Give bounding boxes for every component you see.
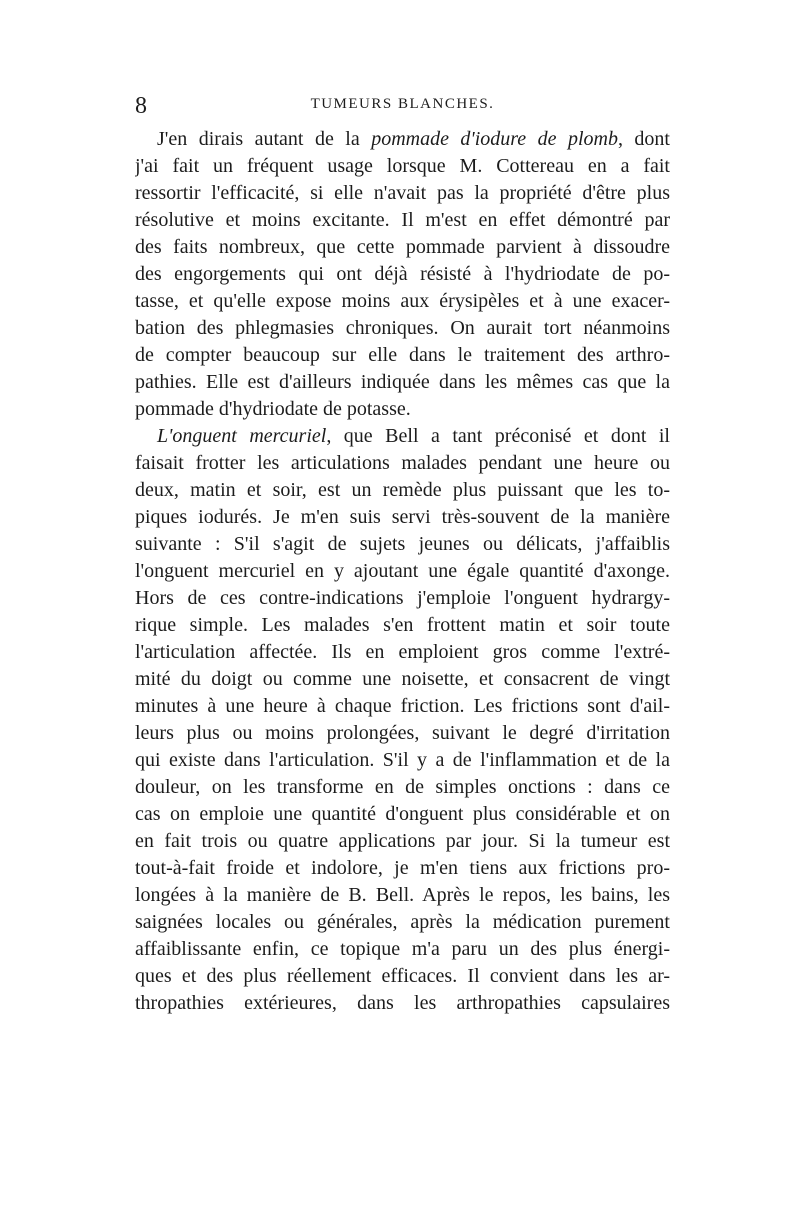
text-run: ques et des plus réellement efficaces. Il convient dans les ar-: [135, 965, 670, 987]
text-run: bation des phlegmasies chroniques. On aurait tort néanmoins: [135, 317, 670, 339]
text-line: [135, 180, 670, 207]
text-line: [135, 423, 670, 450]
text-line: [135, 747, 670, 774]
text-line: [135, 504, 670, 531]
text-line: [135, 396, 670, 423]
page-number: 8: [135, 93, 147, 119]
text-run: rique simple. Les malades s'en frottent matin et soir toute: [135, 614, 670, 636]
text-run: affaiblissante enfin, ce topique m'a paru un des plus énergi-: [135, 938, 670, 960]
text-run: des faits nombreux, que cette pommade parvient à dissoudre: [135, 236, 670, 258]
text-line: [135, 450, 670, 477]
text-run: en fait trois ou quatre applications par jour. Si la tumeur est: [135, 830, 670, 852]
italic-term: L'onguent mercuriel: [157, 425, 327, 447]
text-run: l'articulation affectée. Ils en emploient gros comme l'extré-: [135, 641, 670, 663]
text-line: [135, 234, 670, 261]
text-line: [135, 990, 670, 1017]
text-line: [135, 585, 670, 612]
text-line: [135, 315, 670, 342]
text-line: [135, 369, 670, 396]
text-run: des engorgements qui ont déjà résisté à l'hydriodate de po-: [135, 263, 670, 285]
text-run: faisait frotter les articulations malades pendant une heure ou: [135, 452, 670, 474]
text-line: [135, 882, 670, 909]
text-line: [135, 612, 670, 639]
text-run: résolutive et moins excitante. Il m'est en effet démontré par: [135, 209, 670, 231]
text-run: j'ai fait un fréquent usage lorsque M. Cottereau en a fait: [135, 155, 670, 177]
text-line: [135, 342, 670, 369]
page-header: [135, 92, 670, 120]
text-run: de compter beaucoup sur elle dans le traitement des arthro-: [135, 344, 670, 366]
text-line: [135, 720, 670, 747]
text-run: cas on emploie une quantité d'onguent plus considérable et on: [135, 803, 670, 825]
text-line: [135, 666, 670, 693]
text-line: [135, 909, 670, 936]
text-line: [135, 963, 670, 990]
text-run: , dont: [617, 128, 670, 150]
text-run: saignées locales ou générales, après la médication purement: [135, 911, 670, 933]
text-run: , que Bell a tant préconisé et dont il: [326, 425, 670, 447]
text-run: l'onguent mercuriel en y ajoutant une égale quantité d'axonge.: [135, 560, 670, 582]
text-line: [135, 801, 670, 828]
text-run: thropathies extérieures, dans les arthropathies capsulaires: [135, 992, 670, 1014]
text-run: piques iodurés. Je m'en suis servi très-souvent de la manière: [135, 506, 670, 528]
text-run: deux, matin et soir, est un remède plus puissant que les to-: [135, 479, 670, 501]
text-run: minutes à une heure à chaque friction. Les frictions sont d'ail-: [135, 695, 670, 717]
text-line: [135, 774, 670, 801]
text-run: tasse, et qu'elle expose moins aux érysipèles et à une exacer-: [135, 290, 670, 312]
text-run: pommade d'hydriodate de potasse.: [135, 398, 411, 420]
text-run: leurs plus ou moins prolongées, suivant le degré d'irritation: [135, 722, 670, 744]
text-line: [135, 828, 670, 855]
text-run: longées à la manière de B. Bell. Après le repos, les bains, les: [135, 884, 670, 906]
text-line: [135, 288, 670, 315]
text-line: [135, 153, 670, 180]
text-run: suivante : S'il s'agit de sujets jeunes ou délicats, j'affaiblis: [135, 533, 670, 555]
text-run: J'en dirais autant de la: [157, 128, 372, 150]
text-line: [135, 207, 670, 234]
text-line: [135, 693, 670, 720]
body-text: [135, 126, 670, 1017]
text-line: [135, 261, 670, 288]
text-run: ressortir l'efficacité, si elle n'avait pas la propriété d'être plus: [135, 182, 670, 204]
running-title: TUMEURS BLANCHES.: [310, 96, 495, 112]
text-line: [135, 477, 670, 504]
text-line: [135, 531, 670, 558]
text-line: [135, 126, 670, 153]
text-line: [135, 855, 670, 882]
text-run: pathies. Elle est d'ailleurs indiquée dans les mêmes cas que la: [135, 371, 670, 393]
text-line: [135, 936, 670, 963]
text-run: tout-à-fait froide et indolore, je m'en tiens aux frictions pro-: [135, 857, 670, 879]
text-line: [135, 639, 670, 666]
text-run: qui existe dans l'articulation. S'il y a de l'inflammation et de la: [135, 749, 670, 771]
text-run: Hors de ces contre-indications j'emploie l'onguent hydrargy-: [135, 587, 670, 609]
text-run: mité du doigt ou comme une noisette, et consacrent de vingt: [135, 668, 670, 690]
text-run: douleur, on les transforme en de simples onctions : dans ce: [135, 776, 670, 798]
text-line: [135, 558, 670, 585]
italic-term: pommade d'iodure de plomb: [371, 128, 618, 150]
